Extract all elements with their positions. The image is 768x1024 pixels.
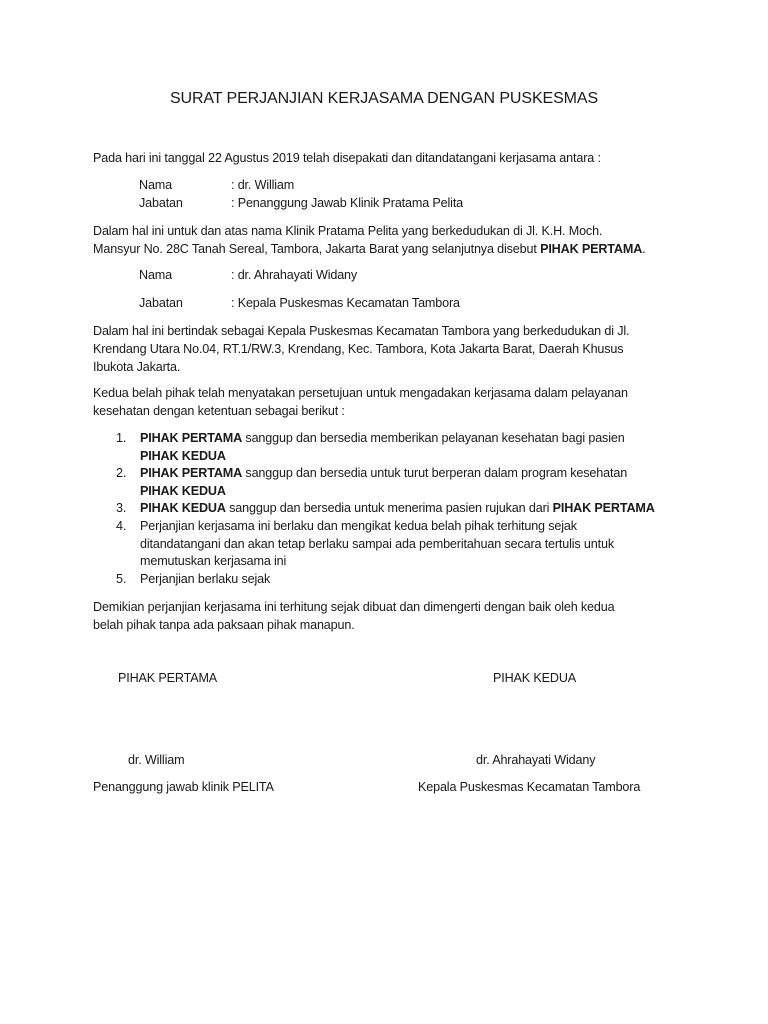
terms-intro-cont: kesehatan dengan ketentuan sebagai berikut :	[93, 404, 345, 418]
opening-paragraph: Pada hari ini tanggal 22 Agustus 2019 telah disepakati dan ditandatangani kerjasama antara :	[93, 151, 601, 165]
term-item-line	[140, 448, 226, 464]
text: Mansyur No. 28C Tanah Sereal, Tambora, Jakarta Barat yang selanjutnya disebut	[93, 242, 541, 256]
first-party-signatory-position: Penanggung jawab klinik PELITA	[93, 780, 274, 794]
party2-position-label: Jabatan	[139, 296, 183, 310]
party1-description: Dalam hal ini untuk dan atas nama Klinik Pratama Pelita yang berkedudukan di Jl. K.H. Moch.	[93, 224, 603, 238]
second-party-signatory-name: dr. Ahrahayati Widany	[476, 753, 596, 767]
party1-position-label: Jabatan	[139, 196, 183, 210]
term-number: 1.	[116, 431, 127, 445]
party2-name-value: : dr. Ahrahayati Widany	[231, 268, 358, 282]
party1-description-cont	[93, 241, 646, 257]
term-item-line	[140, 430, 625, 446]
party2-name-label: Nama	[139, 268, 172, 282]
party1-position-value: : Penanggung Jawab Klinik Pratama Pelita	[231, 196, 464, 210]
party-label: PIHAK KEDUA	[140, 449, 226, 463]
term-text: memutuskan kerjasama ini	[140, 554, 287, 568]
term-number: 3.	[116, 501, 127, 515]
closing-paragraph: Demikian perjanjian kerjasama ini terhitung sejak dibuat dan dimengerti dengan baik oleh kedua	[93, 600, 615, 614]
first-party-signatory-name: dr. William	[128, 753, 185, 767]
term-text: ditandatangani dan akan tetap berlaku sampai ada pemberitahuan secara tertulis untuk	[140, 537, 614, 551]
term-text: sanggup dan bersedia untuk turut berperan dalam program kesehatan	[242, 466, 628, 480]
term-text: sanggup dan bersedia untuk menerima pasien rujukan dari	[225, 501, 553, 515]
text: .	[642, 242, 646, 256]
closing-paragraph-cont: belah pihak tanpa ada paksaan pihak manapun.	[93, 618, 355, 632]
terms-intro: Kedua belah pihak telah menyatakan persetujuan untuk mengadakan kerjasama dalam pelayanan	[93, 386, 628, 400]
term-text: Perjanjian kerjasama ini berlaku dan mengikat kedua belah pihak terhitung sejak	[140, 519, 577, 533]
term-number: 5.	[116, 572, 127, 586]
first-party-signature-label: PIHAK PERTAMA	[118, 671, 218, 685]
party2-description-cont: Krendang Utara No.04, RT.1/RW.3, Krendang, Kec. Tambora, Kota Jakarta Barat, Daerah Khusus	[93, 342, 624, 356]
party2-position-value: : Kepala Puskesmas Kecamatan Tambora	[231, 296, 460, 310]
second-party-signatory-position: Kepala Puskesmas Kecamatan Tambora	[418, 780, 641, 794]
term-item-line	[140, 465, 627, 481]
term-item-line	[140, 536, 614, 552]
pihak-pertama-label: PIHAK PERTAMA	[540, 242, 643, 256]
party2-description: Dalam hal ini bertindak sebagai Kepala Puskesmas Kecamatan Tambora yang berkedudukan di Jl.	[93, 324, 630, 338]
term-item-line	[140, 518, 577, 534]
party-label: PIHAK KEDUA	[140, 501, 226, 515]
term-text: Perjanjian berlaku sejak	[140, 572, 271, 586]
party1-name-value: : dr. William	[231, 178, 295, 192]
party2-description-cont: Ibukota Jakarta.	[93, 360, 181, 374]
term-text: sanggup dan bersedia memberikan pelayanan kesehatan bagi pasien	[242, 431, 625, 445]
party1-name-label: Nama	[139, 178, 172, 192]
party-label: PIHAK PERTAMA	[140, 431, 243, 445]
term-item-line	[140, 483, 226, 499]
party-label: PIHAK KEDUA	[140, 484, 226, 498]
term-item-line	[140, 571, 270, 587]
second-party-signature-label: PIHAK KEDUA	[493, 671, 577, 685]
document-title: SURAT PERJANJIAN KERJASAMA DENGAN PUSKESMAS	[169, 90, 599, 107]
term-item-line	[140, 553, 286, 569]
term-number: 4.	[116, 519, 127, 533]
party-label: PIHAK PERTAMA	[140, 466, 243, 480]
party-label: PIHAK PERTAMA	[552, 501, 655, 515]
term-number: 2.	[116, 466, 127, 480]
term-item-line	[140, 500, 655, 516]
